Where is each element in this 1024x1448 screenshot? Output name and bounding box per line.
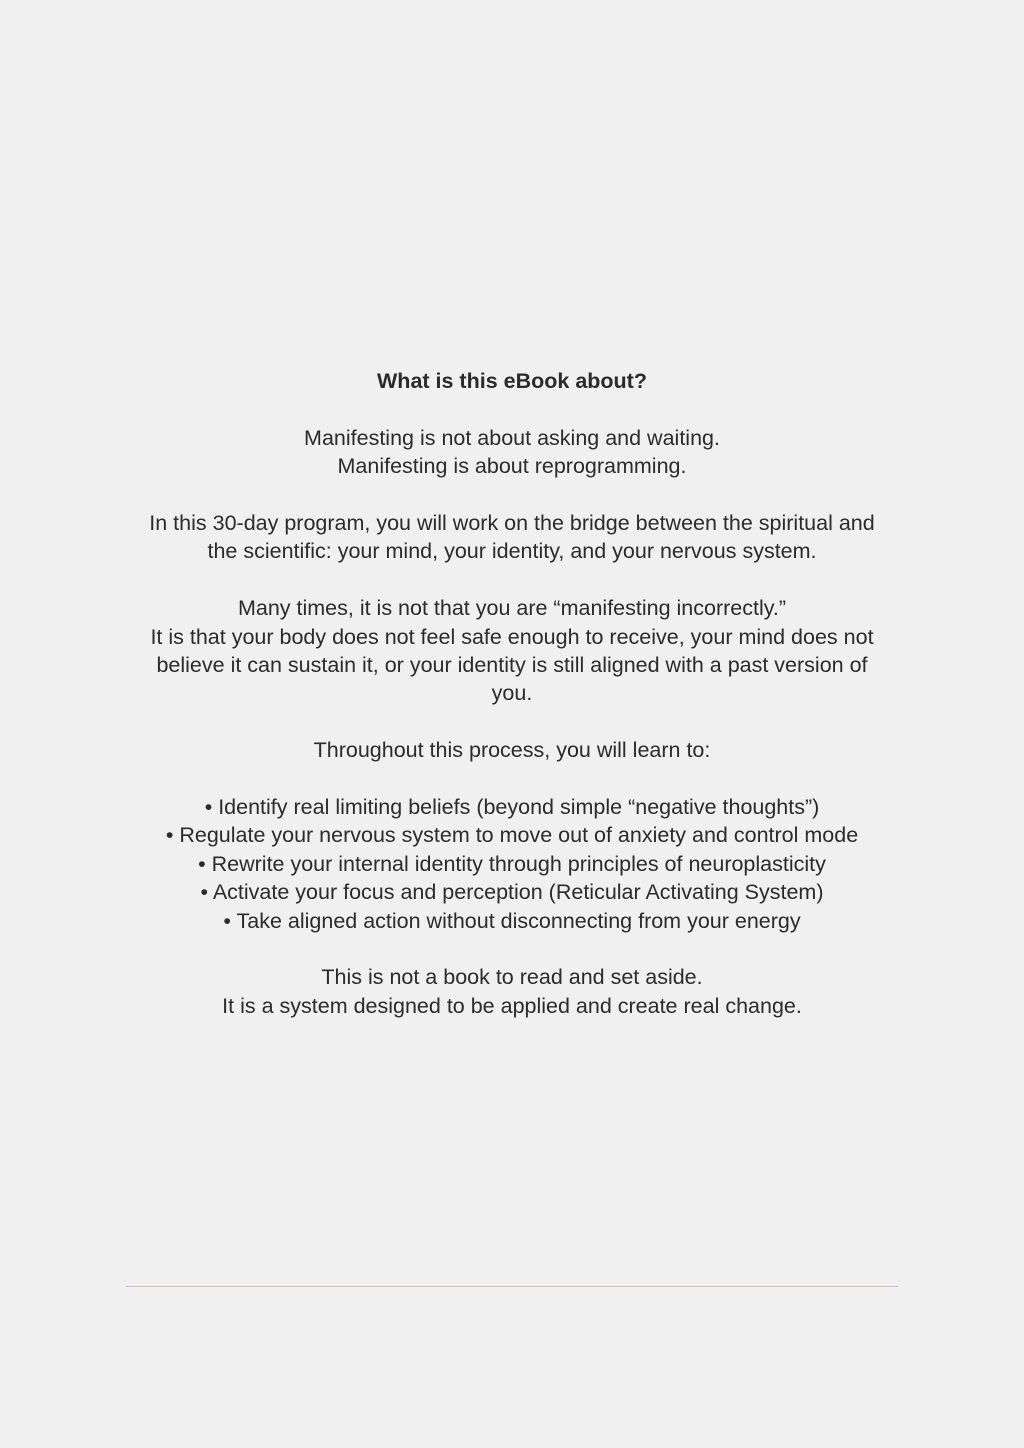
list-item-text: Take aligned action without disconnecting from your energy	[236, 908, 801, 933]
bullet-icon: •	[165, 823, 174, 848]
program-paragraph: In this 30-day program, you will work on the bridge between the spiritual and the scientific: your mind, your identity, and your nervous system.	[149, 511, 875, 564]
bullet-icon: •	[204, 795, 213, 820]
list-item	[140, 850, 884, 878]
problem-paragraph	[140, 594, 884, 708]
page-content	[140, 367, 884, 1049]
list-item-text: Regulate your nervous system to move out of anxiety and control mode	[179, 823, 859, 848]
list-item	[140, 821, 884, 849]
closing-line-2: It is a system designed to be applied and create real change.	[222, 993, 802, 1018]
bullet-icon: •	[223, 908, 231, 933]
closing-line-1: This is not a book to read and set aside.	[321, 965, 703, 990]
list-item-text: Activate your focus and perception (Reticular Activating System)	[212, 880, 824, 905]
list-item-text: Rewrite your internal identity through principles of neuroplasticity	[211, 851, 826, 876]
learning-list	[140, 793, 884, 935]
page-title: What is this eBook about?	[377, 369, 647, 393]
bullet-icon: •	[198, 851, 206, 876]
bullet-icon: •	[200, 880, 209, 905]
intro-line-1: Manifesting is not about asking and waiting.	[304, 425, 720, 450]
closing-paragraph	[140, 963, 884, 1020]
intro-paragraph	[140, 424, 884, 481]
problem-line-2: It is that your body does not feel safe enough to receive, your mind does not believe it can sustain it, or your identity is still aligned with a past version of you.	[150, 624, 874, 706]
intro-line-2: Manifesting is about reprogramming.	[337, 454, 687, 479]
list-item-text: Identify real limiting beliefs (beyond simple “negative thoughts”)	[218, 795, 820, 820]
footer-divider	[126, 1286, 898, 1287]
list-item	[140, 793, 884, 821]
list-item	[140, 907, 884, 935]
learn-intro: Throughout this process, you will learn to:	[313, 738, 711, 763]
problem-line-1: Many times, it is not that you are “manifesting incorrectly.”	[237, 596, 787, 621]
list-item	[140, 878, 884, 906]
